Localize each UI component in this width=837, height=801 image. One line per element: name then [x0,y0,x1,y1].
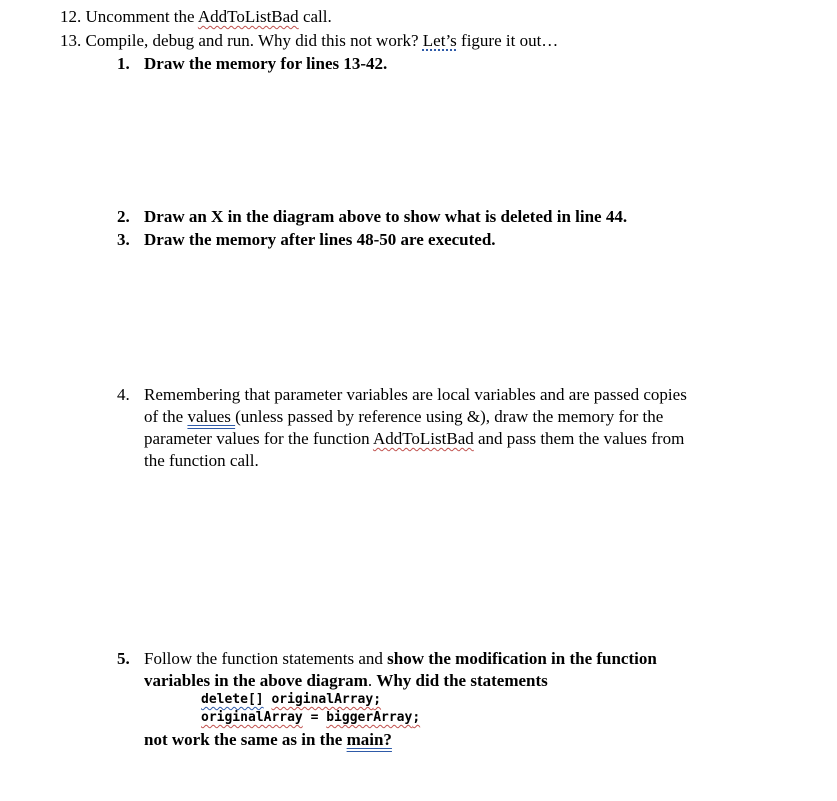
subitem-line-3-start: parameter values for the function [144,429,373,448]
step-text: Uncomment the [85,7,198,26]
code-variable: originalArray [271,692,374,707]
main-link: main? [346,730,392,749]
function-name: AddToListBad [197,7,299,26]
subitem-line-4: the function call. [144,451,259,470]
subitem-number: 2. [117,207,130,226]
subitem-line-2-start: of the [144,407,188,426]
subitem-line-3-end: and pass them the values from [473,429,685,448]
subitem-line-2-bold-end: Why did the statements [376,671,548,690]
subitem-text: Draw an X in the diagram above to show what is deleted in line 44. [144,207,628,226]
step-number: 12. [60,7,82,26]
step-text-end: figure it out… [456,31,559,50]
step-number: 13. [60,31,82,50]
subitem-1 [117,53,387,75]
subitem-last-line: not work the same as in the [144,730,347,749]
subitem-3 [117,229,496,251]
subitem-text: Draw the memory for lines 13-42. [144,54,388,73]
subitem-line-1-bold: show the modification in the function [387,649,657,668]
subitem-line-2-plain: . [367,671,377,690]
subitem-2 [117,206,627,228]
code-variable-2: biggerArray [326,710,413,725]
subitem-line-1: Remembering that parameter variables are local variables and are passed copies [144,385,687,404]
values-link: values [187,407,236,426]
step-13 [60,30,558,52]
code-semicolon: ; [412,710,421,725]
step-text-end: call. [298,7,332,26]
subitem-text: Draw the memory after lines 48-50 are executed. [144,230,496,249]
code-semicolon: ; [373,692,382,707]
subitem-line-1-plain: Follow the function statements and [144,649,388,668]
subitem-number: 5. [117,649,130,668]
code-line-2 [201,709,420,727]
code-assign: = [302,710,327,725]
lets-word: Let’s [422,31,457,50]
step-text: Compile, debug and run. Why did this not work? [85,31,423,50]
code-line-1 [201,691,381,709]
subitem-line-2-bold: variables in the above diagram [144,671,368,690]
step-12 [60,6,332,28]
subitem-number: 4. [117,385,130,404]
function-name: AddToListBad [372,429,474,448]
subitem-number: 1. [117,54,130,73]
subitem-number: 3. [117,230,130,249]
code-variable: originalArray [201,710,303,725]
code-delete-keyword: delete[] [201,692,264,707]
subitem-line-2-end: (unless passed by reference using &), draw the memory for the [235,407,664,426]
